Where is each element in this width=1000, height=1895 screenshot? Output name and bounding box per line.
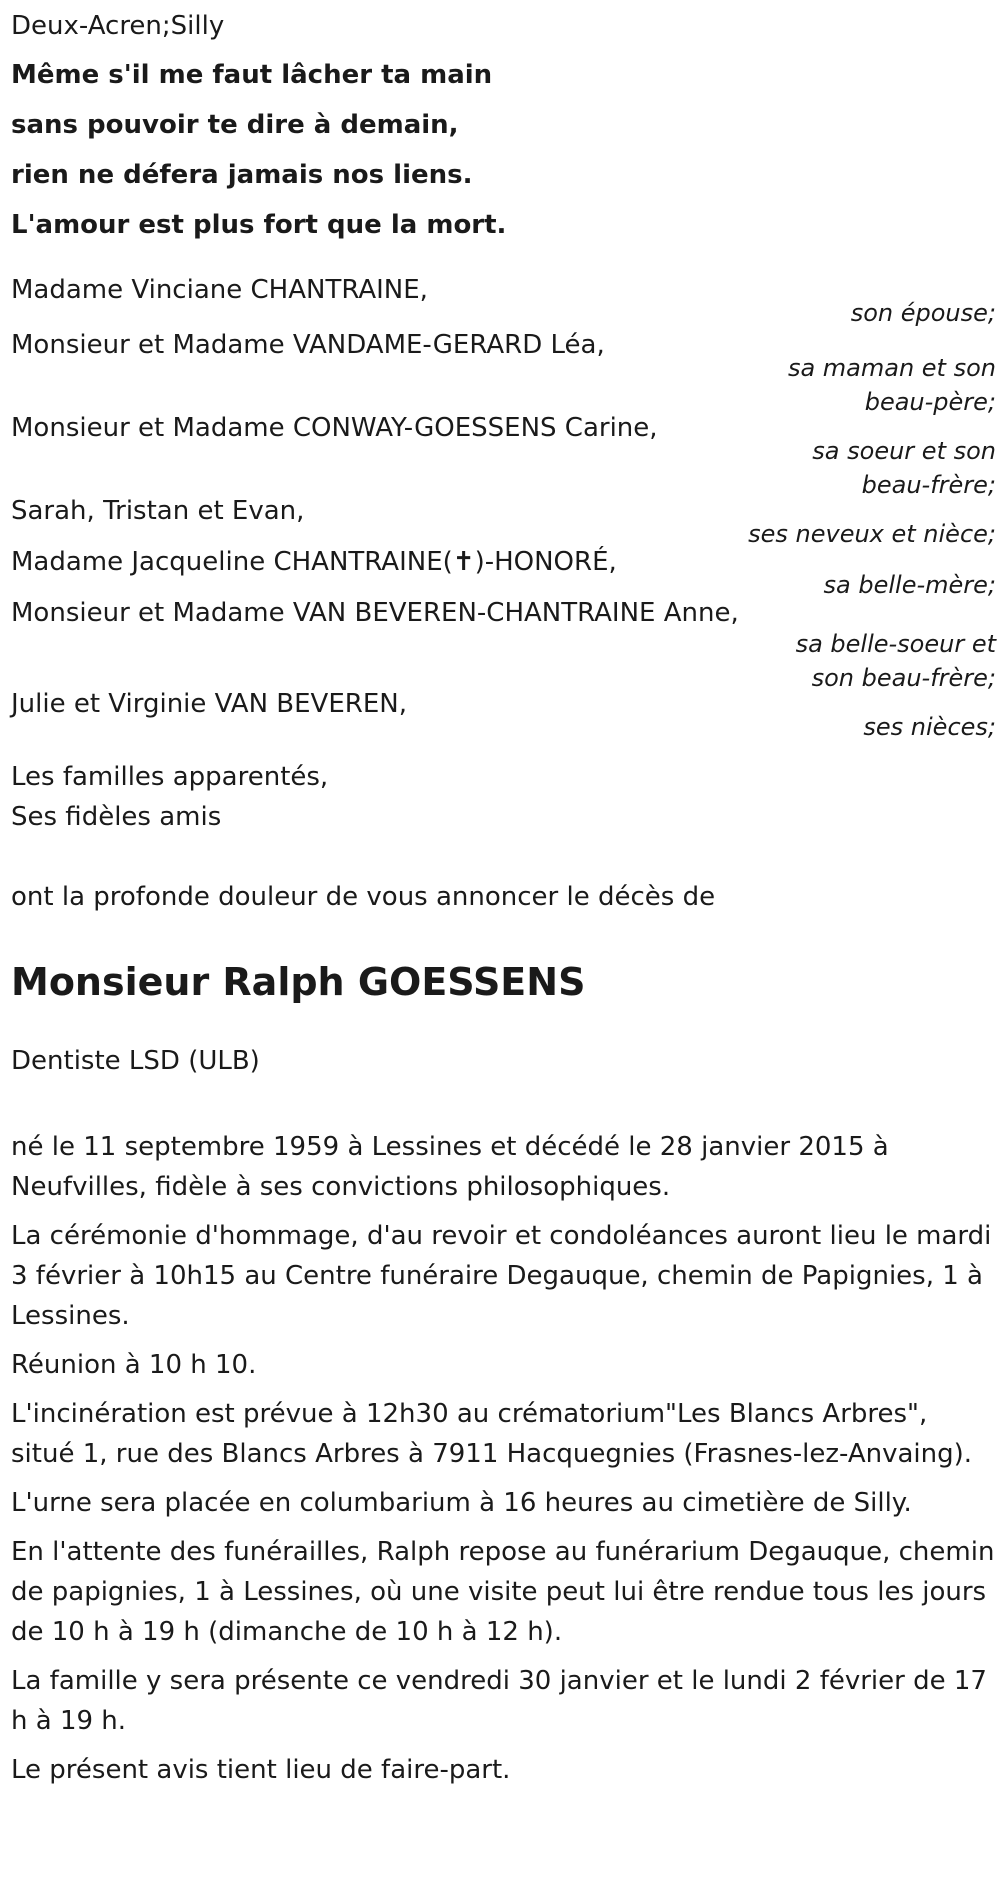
deceased-title: Dentiste LSD (ULB) bbox=[11, 1046, 260, 1076]
family-member-name: Monsieur et Madame VAN BEVEREN-CHANTRAINE Anne, bbox=[11, 598, 739, 628]
ceremony-details bbox=[11, 1127, 996, 1790]
poem-line: Même s'il me faut lâcher ta main bbox=[11, 60, 493, 90]
family-list bbox=[11, 270, 996, 747]
family-member-name: Monsieur et Madame CONWAY-GOESSENS Carine, bbox=[11, 413, 658, 443]
detail-paragraph: Réunion à 10 h 10. bbox=[11, 1350, 257, 1380]
closing-lines bbox=[11, 757, 996, 837]
closing-line: Ses fidèles amis bbox=[11, 802, 222, 832]
family-relation: beau-frère; bbox=[861, 471, 996, 499]
cross-icon: ✝ bbox=[452, 547, 475, 577]
detail-paragraph: En l'attente des funérailles, Ralph repose au funérarium Degauque, chemin de papignies, 1 à Lessines, où une visite peut lui être rendue tous les jours de 10 h à 19 h (dimanche de 10 h à 12 h). bbox=[11, 1537, 995, 1647]
family-relation: son épouse; bbox=[850, 299, 996, 327]
poem-line: rien ne défera jamais nos liens. bbox=[11, 160, 473, 190]
family-member-name: Madame Vinciane CHANTRAINE, bbox=[11, 275, 428, 305]
poem bbox=[11, 50, 996, 250]
family-member-name: Julie et Virginie VAN BEVEREN, bbox=[11, 689, 407, 719]
family-relation: beau-père; bbox=[864, 388, 996, 416]
poem-line: L'amour est plus fort que la mort. bbox=[11, 210, 507, 240]
detail-paragraph: L'incinération est prévue à 12h30 au crématorium"Les Blancs Arbres", situé 1, rue des Blancs Arbres à 7911 Hacquegnies (Frasnes-lez-Anvaing). bbox=[11, 1399, 973, 1469]
obituary-notice bbox=[11, 8, 996, 1799]
deceased-name: Monsieur Ralph GOESSENS bbox=[11, 960, 586, 1004]
family-relation: sa maman et son bbox=[787, 354, 996, 382]
location-line: Deux-Acren;Silly bbox=[11, 11, 225, 41]
detail-paragraph: Le présent avis tient lieu de faire-part. bbox=[11, 1755, 511, 1785]
family-member-name-part: )-HONORÉ, bbox=[474, 547, 617, 577]
family-entry bbox=[11, 270, 996, 333]
family-relation: sa soeur et son bbox=[812, 437, 996, 465]
family-member-name-part: Madame Jacqueline CHANTRAINE( bbox=[11, 547, 453, 577]
family-relation: ses nièces; bbox=[863, 713, 996, 741]
family-member-name: Sarah, Tristan et Evan, bbox=[11, 496, 305, 526]
detail-paragraph: L'urne sera placée en columbarium à 16 heures au cimetière de Silly. bbox=[11, 1488, 912, 1518]
poem-line: sans pouvoir te dire à demain, bbox=[11, 110, 459, 140]
family-relation: sa belle-soeur et bbox=[795, 630, 996, 658]
family-entry bbox=[11, 684, 996, 747]
family-relation: sa belle-mère; bbox=[823, 571, 996, 599]
closing-line: Les familles apparentés, bbox=[11, 762, 329, 792]
family-relation: son beau-frère; bbox=[811, 664, 996, 692]
family-entry bbox=[11, 593, 996, 698]
announcement: ont la profonde douleur de vous annoncer le décès de bbox=[11, 882, 716, 912]
detail-paragraph: La cérémonie d'hommage, d'au revoir et condoléances auront lieu le mardi 3 février à 10h15 au Centre funéraire Degauque, chemin de Papignies, 1 à Lessines. bbox=[11, 1221, 992, 1331]
family-relation: ses neveux et nièce; bbox=[748, 520, 996, 548]
detail-paragraph: La famille y sera présente ce vendredi 30 janvier et le lundi 2 février de 17 h à 19 h. bbox=[11, 1666, 987, 1736]
detail-paragraph: né le 11 septembre 1959 à Lessines et décédé le 28 janvier 2015 à Neufvilles, fidèle à ses convictions philosophiques. bbox=[11, 1132, 889, 1202]
family-member-name: Monsieur et Madame VANDAME-GERARD Léa, bbox=[11, 330, 605, 360]
